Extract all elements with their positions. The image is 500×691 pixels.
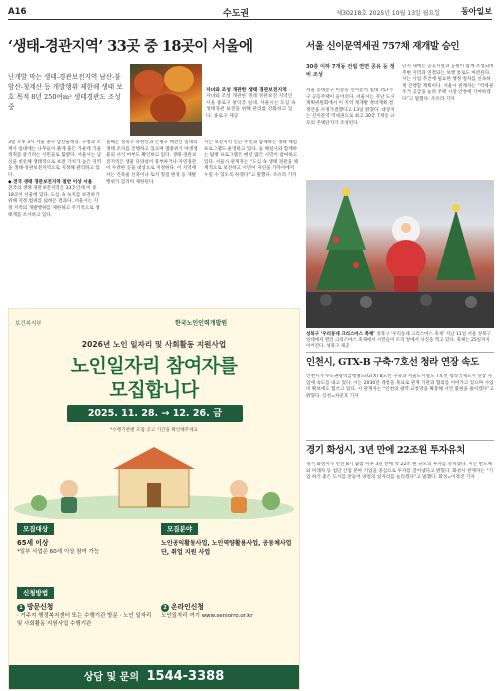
festival-caption-title: 성북구 ‘우리동네 크리스마스 축제’ bbox=[306, 332, 375, 337]
article2-headline: 서울 신이문역세권 757채 재개발 승인 bbox=[306, 41, 460, 52]
ad-target-note: *일부 사업은 60세 이상 참여 가능 bbox=[17, 549, 100, 555]
page-header bbox=[8, 6, 492, 20]
senior-job-advertisement bbox=[8, 308, 300, 690]
ad-target-text: 65세 이상 bbox=[17, 539, 49, 547]
article2-column-1 bbox=[306, 88, 396, 176]
article2-col2-text: 단지 내에는 공공시설과 공원이 함께 조성되며 주변 지역과 연결되는 보행 통로도 마련된다. 시는 사업 추진에 필요한 행정 절차를 신속하게 진행할 계획이다. 서울시 관계자는 “역세권 주거 공급을 늘려 주택 시장 안정에 기여하겠다”고 말했다. 조유라 기자 bbox=[402, 64, 494, 102]
article1-col1-text: 3일 오후 3시 서울 종구 남산둘레길. 구청과 조계사 일대에는 나무들이 붉게 물든 가운데 가을 정취를 즐기려는 시민들로 붐볐다. 서울시는 남산을 비롯해 생태적으로 보전 가치가 높은 지역을 생태-경관보전지역으로 지정해 관리하고 있다. bbox=[8, 140, 102, 178]
article4-text: 경기 화성시가 민선 8기 출범 이후 3년 만에 약 22조 원 규모의 투자를 유치했다. 시는 반도체와 미래차 등 첨단 산업 분야 기업을 중심으로 투자를 끌어냈다고 밝혔다. 화성시 관계자는 “기업 하기 좋은 도시를 만들어 양질의 일자리를 늘리겠다”고 말했다. 화성=이경진 기자 bbox=[306, 462, 494, 481]
step-1-badge: 1 bbox=[17, 604, 25, 612]
ad-apply2-text: 노인일자리 여기 www.seniorro.or.kr bbox=[161, 613, 253, 619]
article1-column-1 bbox=[8, 140, 102, 302]
divider-1 bbox=[306, 352, 494, 353]
article1-column-2 bbox=[106, 140, 200, 302]
christmas-festival-photo bbox=[306, 180, 494, 328]
article2-subheadline: 30층 이하 7개동 건립 연면 공유 등 정비 조성 bbox=[306, 64, 395, 78]
ad-illustration bbox=[9, 439, 299, 519]
section-title: 수도권 bbox=[223, 9, 250, 19]
article4-body bbox=[306, 462, 494, 686]
page-number: A16 bbox=[8, 7, 27, 17]
ad-apply1-title: 방문신청 bbox=[27, 603, 54, 611]
article4-headline: 경기 화성시, 3년 만에 22조원 투자유치 bbox=[306, 445, 465, 456]
ad-apply1-text: · 거주지 행정복지센터 또는 수행기관 방문 · 노인 일자리 및 사회활동 지원사업 수행기관 bbox=[17, 613, 152, 627]
ad-apply2-title: 온라인신청 bbox=[171, 603, 204, 611]
article3-headline: 인천시, GTX-B 구축·7호선 청라 연장 속도 bbox=[306, 357, 479, 368]
agency-logo: 한국노인인력개발원 bbox=[175, 320, 228, 327]
ad-apply-label: 신청방법 bbox=[17, 587, 54, 599]
newspaper-brand: 동아일보 bbox=[461, 6, 492, 16]
christmas-festival-caption bbox=[306, 332, 494, 351]
ad-apply-visit bbox=[17, 603, 153, 628]
ad-program-name: 2026년 노인 일자리 및 사회활동 지원사업 bbox=[81, 340, 227, 349]
photo-caption-text: 자녀와 조성 개관한 생태 경관보전 지역인 서울 종로구 창덕궁 일대. 서울시는 도심 속 생태경관 보전을 위해 관리를 강화하고 있다. 종로구 제공 bbox=[206, 94, 296, 119]
ad-logos bbox=[15, 317, 295, 329]
ad-recruit-period: 2025. 11. 28. → 12. 26. 금 bbox=[67, 405, 243, 422]
ad-contact-bar bbox=[9, 665, 299, 689]
article1-deck: 난개발 막는 생태-경관보전지역 남산-불암산-청계산 등 개발행위 제한해 생태 보호 목적 8년 250여m² 생태경관도 조성중 bbox=[8, 73, 123, 111]
photo-caption-title: 자녀와 조성 개관한 생태 경관보전지역 bbox=[206, 88, 287, 93]
article1-col3-text: 시는 보전지역 인근 주민과 함께하는 생태 체험 프로그램도 운영하고 있다. 숲 해설사와 함께하는 탐방 프로그램은 매년 많은 시민이 참여하고 있다. 서울시 관계자는 “도심 속 생태 경관을 체계적으로 보전하고 시민이 자연을 가까이에서 누릴 수 있도록 하겠다”고 말했다. 조유라 기자 bbox=[204, 140, 298, 178]
ad-phone-number: 1544-3388 bbox=[146, 669, 225, 684]
article1-photo-caption bbox=[206, 88, 296, 120]
article1-subheading: ◆ 전국 생태 경관보전지역 절반 이상 서울 bbox=[8, 179, 93, 185]
article1-col2-text: 올해는 성북구 북한산과 은평구 백련산 일대의 생태 조사를 진행하고 있으며 멸종위기 야생생물의 서식 여부도 확인하고 있다. 생태-경관보전지역은 생물 다양성이 풍부하거나 자연경관이 수려한 곳을 대상으로 지정한다. 이 지역에서는 건축물 신축이나 토지 형질 변경 등 개발행위가 엄격히 제한된다. bbox=[106, 140, 198, 185]
ad-target-label: 모집대상 bbox=[17, 523, 54, 535]
ad-period-note: *수행기관별 모집 공고 기간을 확인해주세요 bbox=[109, 428, 198, 433]
article1-photo bbox=[130, 64, 202, 136]
ad-fields-label: 모집분야 bbox=[161, 523, 198, 535]
article3-body bbox=[306, 374, 494, 438]
divider-2 bbox=[306, 440, 494, 441]
festival-caption-text: 성북구 ‘우리동네 크리스마스 축제’ 지난 11일 서울 성북구 일대에서 열린 크리스마스 축제에서 시민들이 트리 앞에서 사진을 찍고 있다. 축제는 25일까지 이어진다. 성북구 제공 bbox=[306, 332, 491, 350]
article1-col1b-text: 전국의 생태 경관보전지역은 33곳인데 이 중 18곳이 서울에 있다. 도심 속 녹지를 보전하기 위해 지정 범위를 넓혀온 결과다. 서울시는 지정 지역의 개발행위를 제한하고 주기적으로 생태계를 조사하고 있다. bbox=[8, 186, 100, 218]
ad-fields-text: 노인공익활동사업, 노인역량활용사업, 공동체사업단, 취업 지원 사업 bbox=[161, 540, 292, 556]
ad-contact-label: 상담 및 문의 bbox=[83, 672, 139, 683]
step-2-badge: 2 bbox=[161, 604, 169, 612]
article1-headline: ‘생태-경관지역’ 33곳 중 18곳이 서울에 bbox=[8, 38, 253, 55]
festival-scene-illustration bbox=[306, 180, 494, 328]
ad-target bbox=[17, 539, 147, 556]
ministry-logo: 보건복지부 bbox=[15, 321, 42, 327]
article1-column-3 bbox=[204, 140, 300, 302]
article2-col1-text: 서울 동대문구 이문동 신이문역 일대 757가구 공동주택이 들어선다. 서울시는 지난 도시계획위원회에서 이 지역 재개발 정비계획 결정안을 수정가결했다고 13일 밝혔다. 대상지는 신이문역 역세권으로 최고 30층 7개동 규모의 주택단지가 조성된다. bbox=[306, 88, 395, 126]
ad-title-line1: 노인일자리 참여자를 bbox=[70, 355, 238, 377]
issue-date: 제30218호 2025년 10월 13일 월요일 bbox=[336, 10, 440, 17]
ad-title-line2: 모집합니다 bbox=[109, 379, 199, 401]
article3-text: 인천시가 수도권광역급행철도(GTX) B노선 구축과 서울도시철도 7호선 청라국제도시 연장 사업에 속도를 내고 있다. 시는 2030년 개통을 목표로 관계 기관과 협의를 이어가고 있으며 사업비 확보에도 힘쓰고 있다. 시 관계자는 “인천의 광역 교통망을 확충해 시민 불편을 줄이겠다”고 밝혔다. 인천=차준호 기자 bbox=[306, 374, 494, 399]
ad-apply-online bbox=[161, 603, 293, 620]
article2-column-2 bbox=[402, 64, 494, 176]
